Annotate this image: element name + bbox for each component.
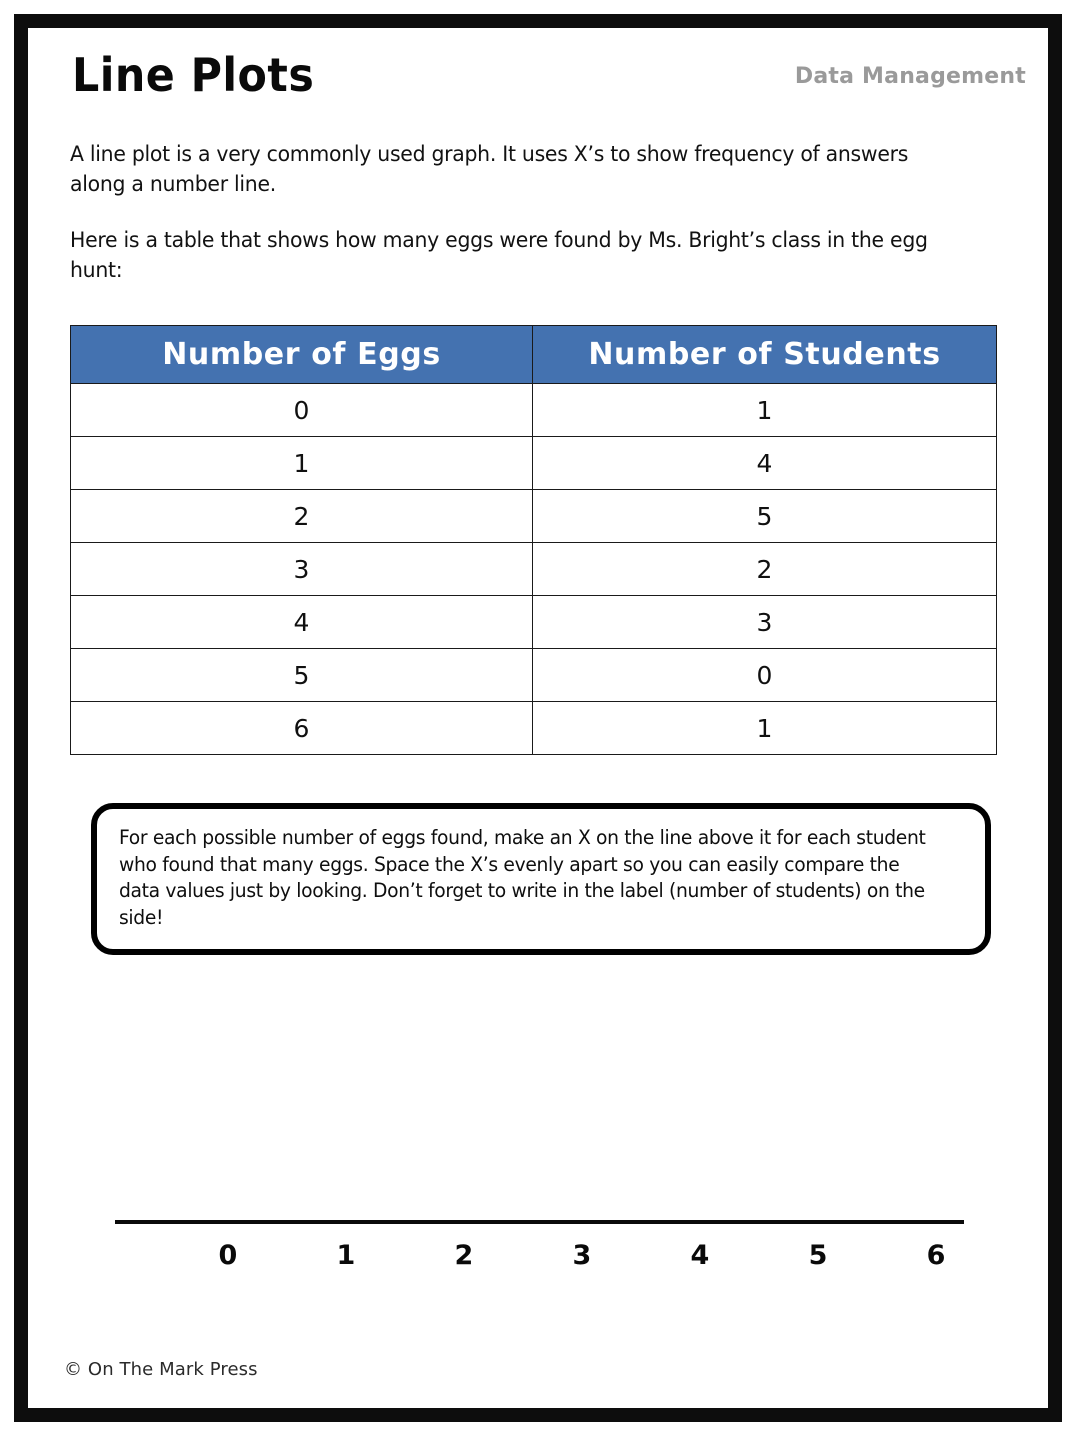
cell-students: 4	[533, 437, 997, 490]
table-row	[71, 649, 997, 702]
table-row	[71, 702, 997, 755]
number-line-tick-2: 2	[454, 1240, 474, 1271]
number-line-tick-1: 1	[336, 1240, 356, 1271]
table-header-students: Number of Students	[533, 326, 997, 384]
cell-eggs: 6	[71, 702, 533, 755]
number-line-axis	[115, 1220, 964, 1224]
instruction-callout-box	[91, 803, 991, 955]
cell-students: 5	[533, 490, 997, 543]
cell-eggs: 4	[71, 596, 533, 649]
table-header-row	[71, 326, 997, 384]
table-row	[71, 384, 997, 437]
number-line-tick-0: 0	[218, 1240, 238, 1271]
cell-eggs: 1	[71, 437, 533, 490]
number-line-tick-4: 4	[690, 1240, 710, 1271]
cell-students: 3	[533, 596, 997, 649]
strand-label: Data Management	[794, 64, 1026, 89]
footer-copyright: © On The Mark Press	[64, 1359, 258, 1380]
number-line-tick-5: 5	[808, 1240, 828, 1271]
cell-students: 1	[533, 384, 997, 437]
cell-eggs: 3	[71, 543, 533, 596]
worksheet-content	[28, 28, 1048, 1408]
instruction-text: For each possible number of eggs found, make an X on the line above it for each student who found that many eggs. Space the X’s evenly apart so you can easily compare the data values just by looking. Don’t forget to write in the label (number of students) on the side!	[119, 826, 926, 929]
table-row	[71, 596, 997, 649]
table-body	[71, 384, 997, 755]
egg-count-table	[70, 325, 997, 755]
table-row	[71, 543, 997, 596]
data-table-container	[70, 325, 996, 755]
table-head	[71, 326, 997, 384]
page-title: Line Plots	[72, 48, 315, 102]
cell-eggs: 0	[71, 384, 533, 437]
worksheet-header	[28, 28, 1048, 128]
number-line-tick-labels	[115, 1240, 964, 1286]
table-row	[71, 490, 997, 543]
cell-eggs: 5	[71, 649, 533, 702]
table-row	[71, 437, 997, 490]
number-line-tick-3: 3	[572, 1240, 592, 1271]
cell-eggs: 2	[71, 490, 533, 543]
table-header-eggs: Number of Eggs	[71, 326, 533, 384]
cell-students: 2	[533, 543, 997, 596]
intro-paragraph-2: Here is a table that shows how many eggs were found by Ms. Bright’s class in the egg hunt:	[70, 228, 928, 283]
cell-students: 1	[533, 702, 997, 755]
line-plot-work-area[interactable]	[28, 948, 1048, 1278]
number-line-tick-6: 6	[926, 1240, 946, 1271]
cell-students: 0	[533, 649, 997, 702]
intro-paragraph-1: A line plot is a very commonly used graph. It uses X’s to show frequency of answers along a number line.	[70, 142, 909, 197]
